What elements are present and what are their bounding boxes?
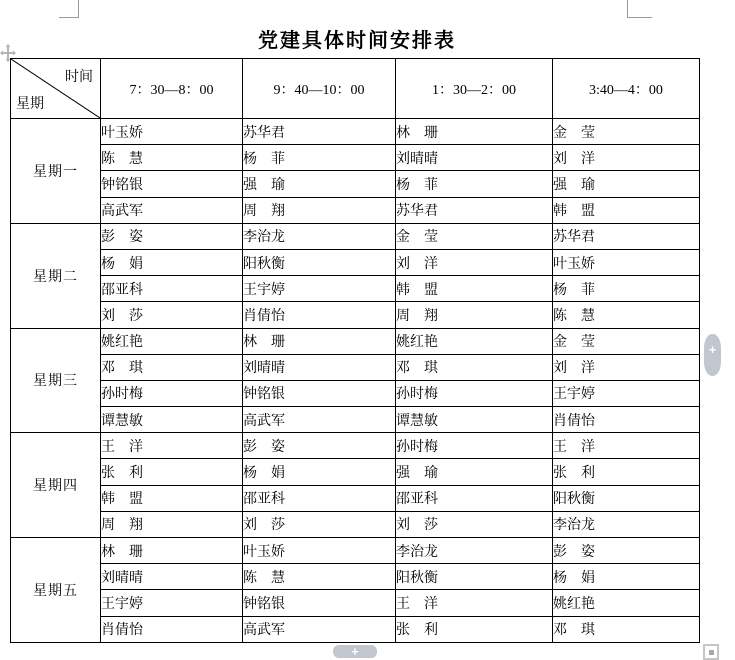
schedule-table	[10, 58, 700, 643]
table-row	[11, 249, 700, 275]
name-cell[interactable]: 刘 洋	[553, 354, 700, 380]
name-cell[interactable]: 张 利	[101, 459, 243, 485]
table-row	[11, 564, 700, 590]
name-cell[interactable]: 林 珊	[101, 538, 243, 564]
name-cell[interactable]: 陈 慧	[243, 564, 396, 590]
name-cell[interactable]: 林 珊	[243, 328, 396, 354]
bottom-expand-button[interactable]	[333, 645, 377, 658]
name-cell[interactable]: 韩 盟	[396, 276, 553, 302]
name-cell[interactable]: 刘晴晴	[101, 564, 243, 590]
table-row	[11, 433, 700, 459]
day-label-wednesday[interactable]: 星期三	[11, 328, 101, 433]
table-row	[11, 145, 700, 171]
name-cell[interactable]: 肖倩怡	[101, 616, 243, 642]
name-cell[interactable]: 钟铭银	[243, 590, 396, 616]
name-cell[interactable]: 林 珊	[396, 119, 553, 145]
document-title[interactable]: 党建具体时间安排表	[258, 30, 456, 52]
table-header-row	[11, 59, 700, 119]
name-cell[interactable]: 高武军	[243, 407, 396, 433]
page-margin-mark-top-right	[627, 0, 652, 18]
table-row	[11, 197, 700, 223]
time-header-2[interactable]: 9：40—10：00	[243, 59, 396, 119]
name-cell[interactable]: 邵亚科	[396, 485, 553, 511]
name-cell[interactable]: 刘 洋	[396, 249, 553, 275]
name-cell[interactable]: 邵亚科	[243, 485, 396, 511]
day-label-thursday[interactable]: 星期四	[11, 433, 101, 538]
time-header-4[interactable]: 3:40—4：00	[553, 59, 700, 119]
name-cell[interactable]: 金 莹	[396, 223, 553, 249]
name-cell[interactable]: 李治龙	[396, 538, 553, 564]
table-row	[11, 276, 700, 302]
table-row	[11, 119, 700, 145]
table-row	[11, 511, 700, 537]
name-cell[interactable]: 刘晴晴	[396, 145, 553, 171]
name-cell[interactable]: 叶玉娇	[243, 538, 396, 564]
plus-icon: +	[708, 342, 717, 357]
name-cell[interactable]: 苏华君	[243, 119, 396, 145]
right-expand-button[interactable]	[704, 334, 721, 376]
name-cell[interactable]: 孙时梅	[396, 380, 553, 406]
name-cell[interactable]: 谭慧敏	[396, 407, 553, 433]
name-cell[interactable]: 肖倩怡	[553, 407, 700, 433]
name-cell[interactable]: 阳秋衡	[396, 564, 553, 590]
name-cell[interactable]: 邓 琪	[553, 616, 700, 642]
time-header-3[interactable]: 1：30—2：00	[396, 59, 553, 119]
day-label-tuesday[interactable]: 星期二	[11, 223, 101, 328]
name-cell[interactable]: 高武军	[101, 197, 243, 223]
name-cell[interactable]: 王宇婷	[243, 276, 396, 302]
name-cell[interactable]: 韩 盟	[101, 485, 243, 511]
name-cell[interactable]: 刘 莎	[101, 302, 243, 328]
name-cell[interactable]: 姚红艳	[101, 328, 243, 354]
corner-label-week: 星期	[16, 97, 44, 112]
name-cell[interactable]: 王 洋	[101, 433, 243, 459]
name-cell[interactable]: 叶玉娇	[553, 249, 700, 275]
day-label-monday[interactable]: 星期一	[11, 119, 101, 224]
name-cell[interactable]: 谭慧敏	[101, 407, 243, 433]
name-cell[interactable]: 金 莹	[553, 328, 700, 354]
name-cell[interactable]: 姚红艳	[553, 590, 700, 616]
name-cell[interactable]: 彭 姿	[101, 223, 243, 249]
name-cell[interactable]: 金 莹	[553, 119, 700, 145]
table-row	[11, 223, 700, 249]
name-cell[interactable]: 周 翔	[396, 302, 553, 328]
name-cell[interactable]: 韩 盟	[553, 197, 700, 223]
name-cell[interactable]: 钟铭银	[243, 380, 396, 406]
name-cell[interactable]: 邓 琪	[396, 354, 553, 380]
table-row	[11, 302, 700, 328]
name-cell[interactable]: 杨 娟	[101, 249, 243, 275]
name-cell[interactable]: 阳秋衡	[553, 485, 700, 511]
name-cell[interactable]: 张 利	[553, 459, 700, 485]
name-cell[interactable]: 强 瑜	[243, 171, 396, 197]
name-cell[interactable]: 邓 琪	[101, 354, 243, 380]
table-row	[11, 590, 700, 616]
name-cell[interactable]: 苏华君	[553, 223, 700, 249]
name-cell[interactable]: 肖倩怡	[243, 302, 396, 328]
table-row	[11, 354, 700, 380]
table-row	[11, 485, 700, 511]
name-cell[interactable]: 王 洋	[553, 433, 700, 459]
name-cell[interactable]: 邵亚科	[101, 276, 243, 302]
name-cell[interactable]: 李治龙	[553, 511, 700, 537]
name-cell[interactable]: 刘 莎	[396, 511, 553, 537]
name-cell[interactable]: 杨 娟	[243, 459, 396, 485]
name-cell[interactable]: 强 瑜	[396, 459, 553, 485]
name-cell[interactable]: 周 翔	[101, 511, 243, 537]
name-cell[interactable]: 彭 姿	[243, 433, 396, 459]
name-cell[interactable]: 彭 姿	[553, 538, 700, 564]
resize-handle-inner-square	[709, 650, 714, 655]
name-cell[interactable]: 王宇婷	[553, 380, 700, 406]
table-resize-handle[interactable]	[703, 644, 719, 660]
table-row	[11, 459, 700, 485]
name-cell[interactable]: 强 瑜	[553, 171, 700, 197]
corner-header-cell[interactable]	[11, 59, 101, 119]
page-margin-mark-top-left	[59, 0, 79, 18]
name-cell[interactable]: 陈 慧	[101, 145, 243, 171]
name-cell[interactable]: 刘 莎	[243, 511, 396, 537]
name-cell[interactable]: 王 洋	[396, 590, 553, 616]
table-row	[11, 171, 700, 197]
name-cell[interactable]: 刘晴晴	[243, 354, 396, 380]
name-cell[interactable]: 张 利	[396, 616, 553, 642]
name-cell[interactable]: 苏华君	[396, 197, 553, 223]
name-cell[interactable]: 杨 娟	[553, 564, 700, 590]
name-cell[interactable]: 姚红艳	[396, 328, 553, 354]
name-cell[interactable]: 周 翔	[243, 197, 396, 223]
name-cell[interactable]: 王宇婷	[101, 590, 243, 616]
name-cell[interactable]: 杨 菲	[553, 276, 700, 302]
time-header-1[interactable]: 7：30—8：00	[101, 59, 243, 119]
name-cell[interactable]: 刘 洋	[553, 145, 700, 171]
corner-label-time: 时间	[65, 70, 93, 85]
name-cell[interactable]: 杨 菲	[243, 145, 396, 171]
name-cell[interactable]: 阳秋衡	[243, 249, 396, 275]
table-row	[11, 538, 700, 564]
name-cell[interactable]: 钟铭银	[101, 171, 243, 197]
table-row	[11, 380, 700, 406]
table-row	[11, 328, 700, 354]
table-row	[11, 616, 700, 642]
day-label-friday[interactable]: 星期五	[11, 538, 101, 643]
name-cell[interactable]: 叶玉娇	[101, 119, 243, 145]
table-row	[11, 407, 700, 433]
plus-icon: +	[351, 644, 359, 659]
name-cell[interactable]: 孙时梅	[101, 380, 243, 406]
name-cell[interactable]: 陈 慧	[553, 302, 700, 328]
name-cell[interactable]: 孙时梅	[396, 433, 553, 459]
name-cell[interactable]: 高武军	[243, 616, 396, 642]
name-cell[interactable]: 杨 菲	[396, 171, 553, 197]
name-cell[interactable]: 李治龙	[243, 223, 396, 249]
